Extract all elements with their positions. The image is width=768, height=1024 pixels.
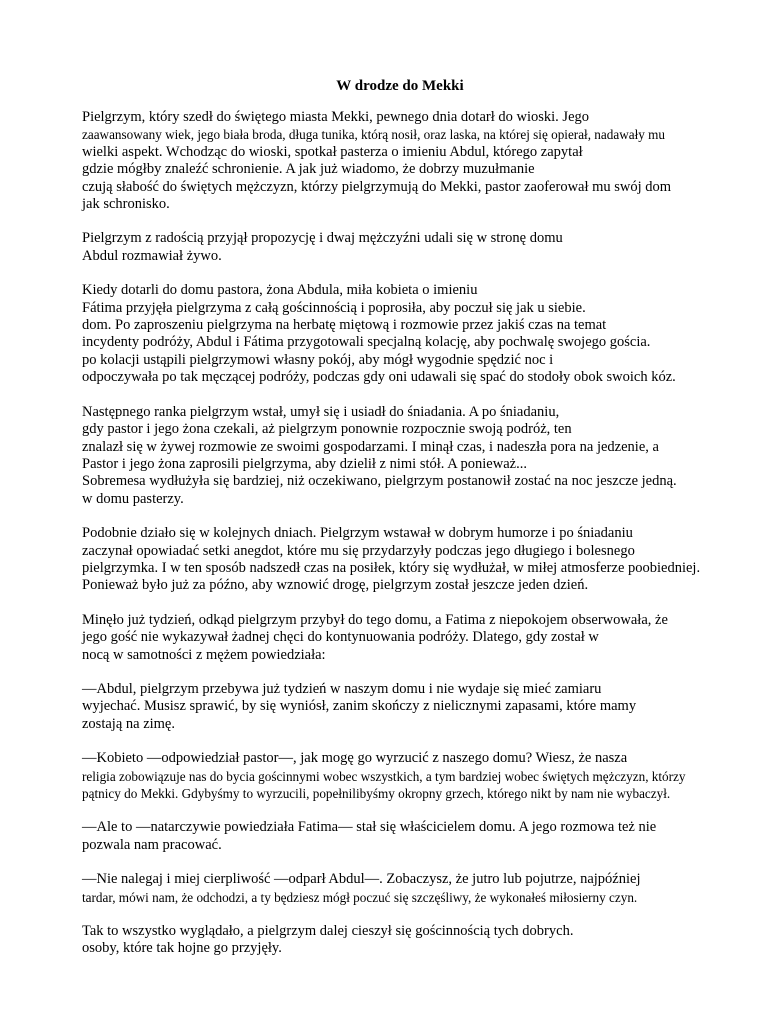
paragraph (82, 923, 718, 958)
text-line: tardar, mówi nam, że odchodzi, a ty będziesz mógł poczuć się szczęśliwy, że wykonałeś miłosierny czyn. (82, 889, 638, 905)
text-line: pozwala nam pracować. (82, 836, 222, 853)
text-line: —Nie nalegaj i miej cierpliwość —odparł Abdul—. Zobaczysz, że jutro lub pojutrze, najpóźniej (82, 871, 641, 888)
text-line: wielki aspekt. Wchodząc do wioski, spotkał pasterza o imieniu Abdul, którego zapytał (82, 143, 583, 160)
text-line: gdy pastor i jego żona czekali, aż pielgrzym ponownie rozpocznie swoją podróż, ten (82, 421, 572, 438)
text-line: zaawansowany wiek, jego biała broda, długa tunika, którą nosił, oraz laska, na której się opierał, nadawały mu (82, 127, 665, 143)
text-line: Minęło już tydzień, odkąd pielgrzym przybył do tego domu, a Fatima z niepokojem obserwowała, że (82, 611, 668, 628)
text-line: znalazł się w żywej rozmowie ze swoimi gospodarzami. I minął czas, i nadeszła pora na jedzenie, a (82, 438, 659, 455)
paragraph (82, 871, 718, 906)
document-body (82, 109, 718, 958)
text-line: wyjechać. Musisz sprawić, by się wyniósł, zanim skończy z nielicznymi zapasami, które mamy (82, 698, 637, 715)
text-line: —Kobieto —odpowiedział pastor—, jak mogę go wyrzucić z naszego domu? Wiesz, że nasza (82, 750, 628, 767)
text-line: po kolacji ustąpili pielgrzymowi własny pokój, aby mógł wygodnie spędzić noc i (82, 351, 554, 368)
text-line: dom. Po zaproszeniu pielgrzyma na herbatę miętową i rozmowie przez jakiś czas na temat (82, 317, 607, 334)
text-line: pielgrzymka. I w ten sposób nadszedł czas na posiłek, który się wydłużał, w miłej atmosferze poobiedniej. (82, 559, 701, 576)
text-line: nocą w samotności z mężem powiedziała: (82, 646, 326, 663)
text-line: Tak to wszystko wyglądało, a pielgrzym dalej cieszył się gościnnością tych dobrych. (82, 923, 574, 940)
paragraph (82, 230, 718, 265)
document-title: W drodze do Mekki (336, 78, 464, 94)
text-line: incydenty podróży, Abdul i Fátima przygotowali specjalną kolację, aby pochwalę swojego gościa. (82, 334, 651, 351)
text-line: gdzie mógłby znaleźć schronienie. A jak już wiadomo, że dobrzy muzułmanie (82, 161, 535, 178)
paragraph (82, 525, 718, 595)
text-line: pątnicy do Mekki. Gdybyśmy to wyrzucili, popełnilibyśmy okropny grzech, którego nikt by nam nie wybaczył. (82, 786, 671, 801)
text-line: jego gość nie wykazywał żadnej chęci do kontynuowania podróży. Dlatego, gdy został w (82, 629, 599, 646)
text-line: Pastor i jego żona zaprosili pielgrzyma, aby dzielił z nimi stół. A ponieważ... (82, 455, 527, 472)
text-line: zostają na zimę. (82, 715, 175, 732)
text-line: Podobnie działo się w kolejnych dniach. Pielgrzym wstawał w dobrym humorze i po śniadaniu (82, 525, 633, 542)
text-line: Abdul rozmawiał żywo. (82, 247, 222, 264)
text-line: —Abdul, pielgrzym przebywa już tydzień w naszym domu i nie wydaje się mieć zamiaru (82, 680, 602, 697)
paragraph (82, 282, 718, 386)
paragraph (82, 109, 718, 213)
text-line: w domu pasterzy. (82, 490, 184, 507)
paragraph (82, 819, 718, 854)
text-line: Następnego ranka pielgrzym wstał, umył się i usiadł do śniadania. A po śniadaniu, (82, 403, 560, 420)
text-line: Kiedy dotarli do domu pastora, żona Abdula, miła kobieta o imieniu (82, 282, 478, 299)
text-line: —Ale to —natarczywie powiedziała Fatima— stał się właścicielem domu. A jego rozmowa też nie (82, 819, 657, 836)
text-line: Ponieważ było już za późno, aby wznowić drogę, pielgrzym został jeszcze jeden dzień. (82, 577, 589, 594)
text-line: Pielgrzym, który szedł do świętego miasta Mekki, pewnego dnia dotarł do wioski. Jego (82, 109, 590, 125)
paragraph (82, 681, 718, 733)
paragraph (82, 404, 718, 508)
text-line: Sobremesa wydłużyła się bardziej, niż oczekiwano, pielgrzym postanowił zostać na noc jeszcze jedną. (82, 473, 677, 490)
text-line: Pielgrzym z radością przyjął propozycję i dwaj mężczyźni udali się w stronę domu (82, 230, 563, 247)
paragraph (82, 750, 718, 802)
text-line: osoby, które tak hojne go przyjęły. (82, 940, 282, 957)
text-line: odpoczywała po tak męczącej podróży, podczas gdy oni udawali się spać do stodoły obok swoich kóz. (82, 369, 676, 386)
text-line: zaczynał opowiadać setki anegdot, które mu się przydarzyły podczas jego długiego i bolesnego (82, 542, 635, 559)
text-line: jak schronisko. (82, 196, 170, 213)
text-line: religia zobowiązuje nas do bycia gościnnymi wobec wszystkich, a tym bardziej wobec świętych mężczyzn, którzy (82, 768, 686, 784)
text-line: Fátima przyjęła pielgrzyma z całą gościnnością i poprosiła, aby poczuł się jak u siebie. (82, 299, 586, 316)
paragraph (82, 612, 718, 664)
text-line: czują słabość do świętych mężczyzn, którzy pielgrzymują do Mekki, pastor zaoferował mu swój dom (82, 178, 672, 195)
